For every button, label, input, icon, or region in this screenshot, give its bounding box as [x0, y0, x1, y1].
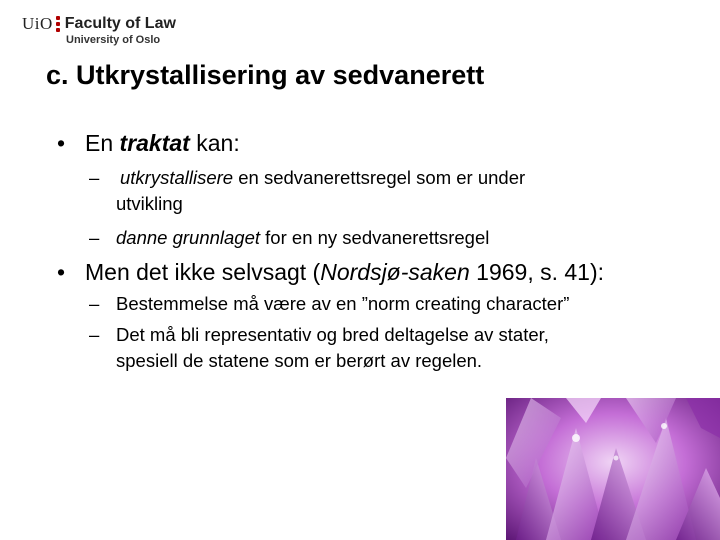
dash-icon: –	[89, 227, 100, 248]
dash-icon: –	[89, 324, 100, 345]
bullet-text: Men det ikke selvsagt (Nordsjø-saken 1969, s. 41):	[85, 259, 605, 285]
bullet-text: En traktat kan:	[85, 130, 240, 156]
sub-bullet-text: Bestemmelse må være av en ”norm creating character”	[116, 293, 570, 314]
bullet-icon: •	[57, 259, 66, 285]
logo-dots-icon	[56, 16, 60, 32]
sub-bullet-text: danne grunnlaget for en ny sedvanerettsregel	[116, 227, 490, 248]
sub-bullet-text: utkrystallisere en sedvanerettsregel som er under utvikling	[116, 167, 526, 214]
dash-icon: –	[89, 293, 100, 314]
bullet-icon: •	[57, 130, 66, 156]
logo-uio: UiO	[22, 14, 53, 33]
amethyst-crystal-image	[506, 398, 720, 540]
university-logo	[22, 14, 176, 46]
slide-title: c. Utkrystallisering av sedvanerett	[46, 60, 485, 90]
logo-university: University of Oslo	[66, 34, 161, 46]
sub-bullet-text: Det må bli representativ og bred deltagelse av stater, spesiell de statene som er berørt av regelen.	[116, 324, 549, 371]
logo-faculty: Faculty of Law	[64, 15, 176, 32]
dash-icon: –	[89, 167, 100, 188]
